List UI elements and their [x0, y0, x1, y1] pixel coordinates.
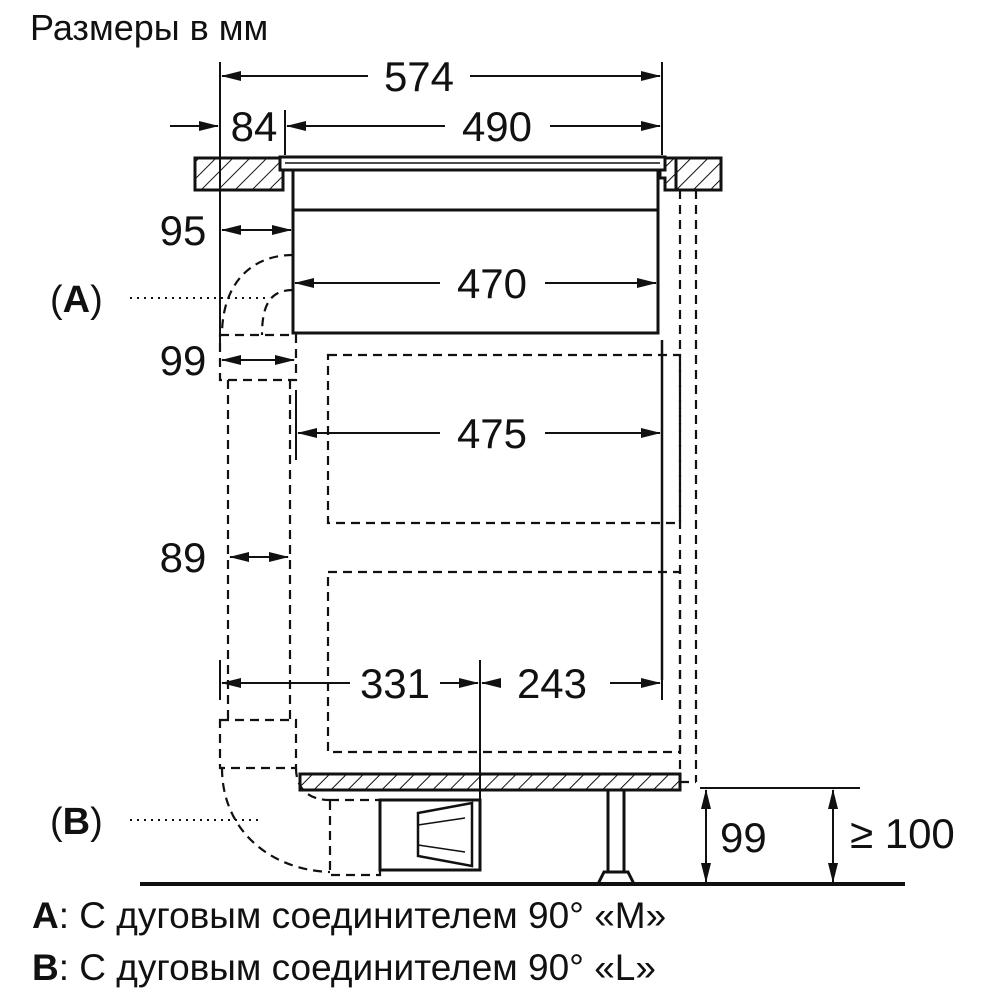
- legend-a-key: A: [32, 895, 59, 936]
- dim-99-plinth: 99: [720, 814, 767, 861]
- dim-470: 470: [456, 260, 528, 307]
- dim-574: 574: [383, 53, 455, 100]
- dim-min-100: ≥ 100: [850, 810, 955, 857]
- dim-84: 84: [230, 103, 278, 150]
- cabinet-leg: [598, 790, 634, 884]
- dim-475: 475: [456, 410, 528, 457]
- callout-b-key: B: [62, 801, 91, 843]
- callout-a-key: A: [62, 279, 91, 321]
- dim-89: 89: [159, 534, 207, 581]
- dimension-arrows: [170, 76, 833, 882]
- legend-a: [32, 895, 666, 936]
- glass-cooktop: [280, 157, 665, 170]
- callout-b: (B): [50, 801, 103, 843]
- legend-b: [32, 947, 656, 988]
- dim-331: 331: [359, 660, 431, 707]
- dim-243: 243: [516, 660, 588, 707]
- legend-a-text: : С дуговым соединителем 90° «M»: [58, 895, 667, 936]
- dim-95: 95: [159, 207, 207, 254]
- dim-490: 490: [461, 103, 533, 150]
- diagram-title: Размеры в мм: [30, 7, 269, 48]
- callout-a: (A): [50, 279, 103, 321]
- appliance-body: [293, 170, 658, 333]
- elbow-connector-m: [220, 255, 296, 380]
- legend-b-key: B: [32, 947, 59, 988]
- vertical-duct: [220, 380, 296, 768]
- plinth-duct: [380, 800, 480, 870]
- dim-99-connector: 99: [159, 337, 207, 384]
- legend-b-text: : С дуговым соединителем 90° «L»: [58, 947, 656, 988]
